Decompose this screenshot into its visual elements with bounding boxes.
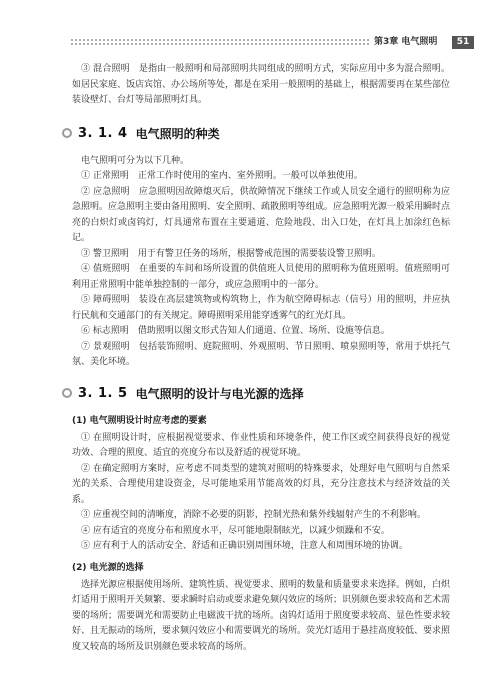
page-number: 51 [452, 36, 474, 49]
paragraph: ④ 值班照明 在重要的车间和场所设置的供值班人员使用的照明称为值班照明。值班照明可利用正常照明中能单独控制的一部分，或应急照明中的一部分。 [72, 264, 450, 290]
section-number: 3. 1. 4 [78, 125, 128, 141]
section-ring-icon [62, 128, 72, 138]
section-heading-3-1-5 [62, 385, 450, 402]
paragraph: ③ 应重视空间的清晰度，消除不必要的阴影，控制光热和紫外线辐射产生的不利影响。 [81, 510, 426, 520]
chapter-title: 第3章 电气照明 [374, 37, 438, 47]
header-dot-pattern [70, 38, 370, 46]
paragraph: ⑥ 标志照明 借助照明以图文形式告知人们通道、位置、场所、设施等信息。 [81, 326, 390, 336]
paragraph: ⑦ 景观照明 包括装饰照明、庭院照明、外观照明、节日照明、喷泉照明等，常用于烘托气氛、美化环境。 [72, 341, 450, 367]
section-heading-3-1-4 [62, 125, 450, 142]
page-header [0, 0, 500, 48]
paragraph: ④ 应有适宜的亮度分布和照度水平，尽可能地限制眩光，以减少烦躁和不安。 [81, 525, 390, 536]
section-ring-icon [62, 388, 72, 398]
paragraph: ① 正常照明 正常工作时使用的室内、室外照明。一般可以单独使用。 [81, 171, 363, 181]
paragraph: 选择光源应根据使用场所、建筑性质、视觉要求、照明的数量和质量要求来选择。例如，白炽灯适用于照明开关频繁、要求瞬时启动或要求避免频闪效应的场所；识别颜色要求较高和艺术需要的场所；需要调光和需要防止电磁波干扰的场所。卤钨灯适用于照度要求较高、显色性要求较好、且无振动的场所，要求频闪效应小和需要调光的场所。荧光灯适用于悬挂高度较低、要求照度又较高的场所及识别颜色要求较高的场所。 [72, 579, 451, 652]
page-body [72, 62, 450, 655]
paragraph-mixed-lighting: ③ 混合照明 是指由一般照明和局部照明共同组成的照明方式，实际应用中多为混合照明。如居民家庭、饭店宾馆、办公场所等处，都是在采用一般照明的基础上，根据需要再在某些部位装设壁灯、台灯等局部照明灯具。 [72, 64, 451, 105]
subheading-light-source: (2) 电光源的选择 [72, 562, 144, 573]
paragraph: 电气照明可分为以下几种。 [81, 155, 190, 166]
section-number: 3. 1. 5 [78, 385, 128, 401]
paragraph: ① 在照明设计时，应根据视觉要求、作业性质和环境条件，使工作区或空间获得良好的视觉功效、合理的照度、适宜的亮度分布以及舒适的视觉环境。 [72, 432, 450, 458]
paragraph: ⑤ 应有利于人的活动安全、舒适和正确识别周围环境，注意人和周围环境的协调。 [81, 541, 408, 551]
paragraph: ⑤ 障碍照明 装设在高层建筑物或构筑物上，作为航空障碍标志（信号）用的照明，并应执行民航和交通部门的有关规定。障碍照明采用能穿透雾气的红光灯具。 [72, 295, 450, 321]
section-title: 电气照明的设计与电光源的选择 [135, 386, 304, 401]
paragraph: ② 应急照明 应急照明因故障熄灭后，供故障情况下继续工作或人员安全通行的照明称为应急照明。应急照明主要由备用照明、安全照明、疏散照明等组成。应急照明光源一般采用瞬时点亮的白炽灯或卤钨灯，灯具通常布置在主要通道、危险地段、出入口处，在灯具上加涂红色标记。 [72, 186, 451, 243]
paragraph: ③ 警卫照明 用于有警卫任务的场所，根据警戒范围的需要装设警卫照明。 [81, 248, 381, 259]
subheading-design-factors: (1) 电气照明设计时应考虑的要素 [72, 415, 207, 426]
paragraph: ② 在确定照明方案时，应考虑不同类型的建筑对照明的特殊要求，处理好电气照明与自然采光的关系、合理使用建设资金，尽可能地采用节能高效的灯具，充分注意技术与经济效益的关系。 [72, 463, 450, 505]
section-title: 电气照明的种类 [135, 126, 220, 141]
